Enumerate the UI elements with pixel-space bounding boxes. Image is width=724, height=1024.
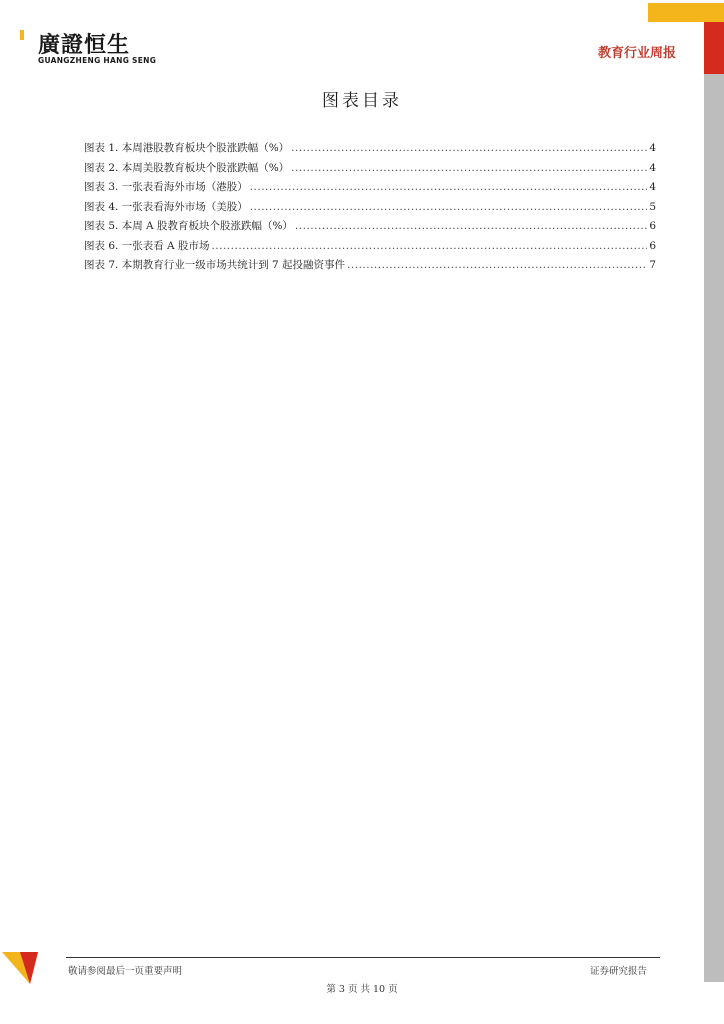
toc-item-page: 6 bbox=[649, 220, 656, 232]
corner-accent bbox=[648, 3, 724, 22]
footer-report-label: 证券研究报告 bbox=[590, 966, 648, 977]
toc-item-page: 5 bbox=[649, 200, 656, 213]
toc-leader-dots bbox=[250, 201, 648, 213]
toc-leader-dots bbox=[295, 220, 647, 232]
toc-item-label: 图表 7. 本期教育行业一级市场共统计到 7 起投融资事件 bbox=[84, 259, 346, 271]
toc-leader-dots bbox=[211, 240, 647, 252]
page-number: 第 3 页 共 10 页 bbox=[326, 984, 398, 995]
toc-item-page: 7 bbox=[649, 259, 656, 271]
toc-leader-dots bbox=[250, 181, 648, 193]
toc-item-label: 图表 5. 本周 A 股教育板块个股涨跌幅（%） bbox=[84, 220, 293, 232]
toc-item-label: 图表 6. 一张表看 A 股市场 bbox=[84, 239, 210, 252]
toc-item-label: 图表 2. 本周美股教育板块个股涨跌幅（%） bbox=[84, 161, 290, 174]
toc-item-page: 6 bbox=[649, 239, 656, 252]
toc-item-page: 4 bbox=[649, 181, 656, 193]
logo-chinese-name: 廣證恒生 bbox=[38, 33, 131, 58]
toc-item[interactable] bbox=[84, 140, 656, 160]
side-bar bbox=[704, 22, 724, 982]
footer-divider bbox=[66, 957, 660, 958]
toc-item-page: 4 bbox=[649, 142, 656, 154]
toc-list bbox=[84, 140, 656, 277]
toc-item-label: 图表 4. 一张表看海外市场（美股） bbox=[84, 200, 248, 213]
toc-item[interactable] bbox=[84, 257, 656, 277]
footer-disclaimer: 敬请参阅最后一页重要声明 bbox=[68, 966, 183, 977]
toc-item[interactable] bbox=[84, 218, 656, 238]
toc-item[interactable] bbox=[84, 238, 656, 258]
logo-english-name: GUANGZHENG HANG SENG bbox=[38, 56, 157, 65]
report-type-title: 教育行业周报 bbox=[598, 46, 677, 61]
toc-item[interactable] bbox=[84, 179, 656, 199]
side-bar-accent bbox=[704, 22, 724, 74]
logo-mark-icon bbox=[20, 30, 24, 52]
toc-leader-dots bbox=[347, 259, 647, 271]
toc-item[interactable] bbox=[84, 199, 656, 219]
toc-item-page: 4 bbox=[649, 161, 656, 174]
footer-triangle-icon bbox=[2, 952, 38, 984]
toc-leader-dots bbox=[291, 142, 647, 154]
toc-leader-dots bbox=[291, 162, 647, 174]
toc-item[interactable] bbox=[84, 160, 656, 180]
toc-item-label: 图表 3. 一张表看海外市场（港股） bbox=[84, 181, 248, 193]
toc-item-label: 图表 1. 本周港股教育板块个股涨跌幅（%） bbox=[84, 142, 290, 154]
toc-title: 图表目录 bbox=[322, 91, 402, 111]
